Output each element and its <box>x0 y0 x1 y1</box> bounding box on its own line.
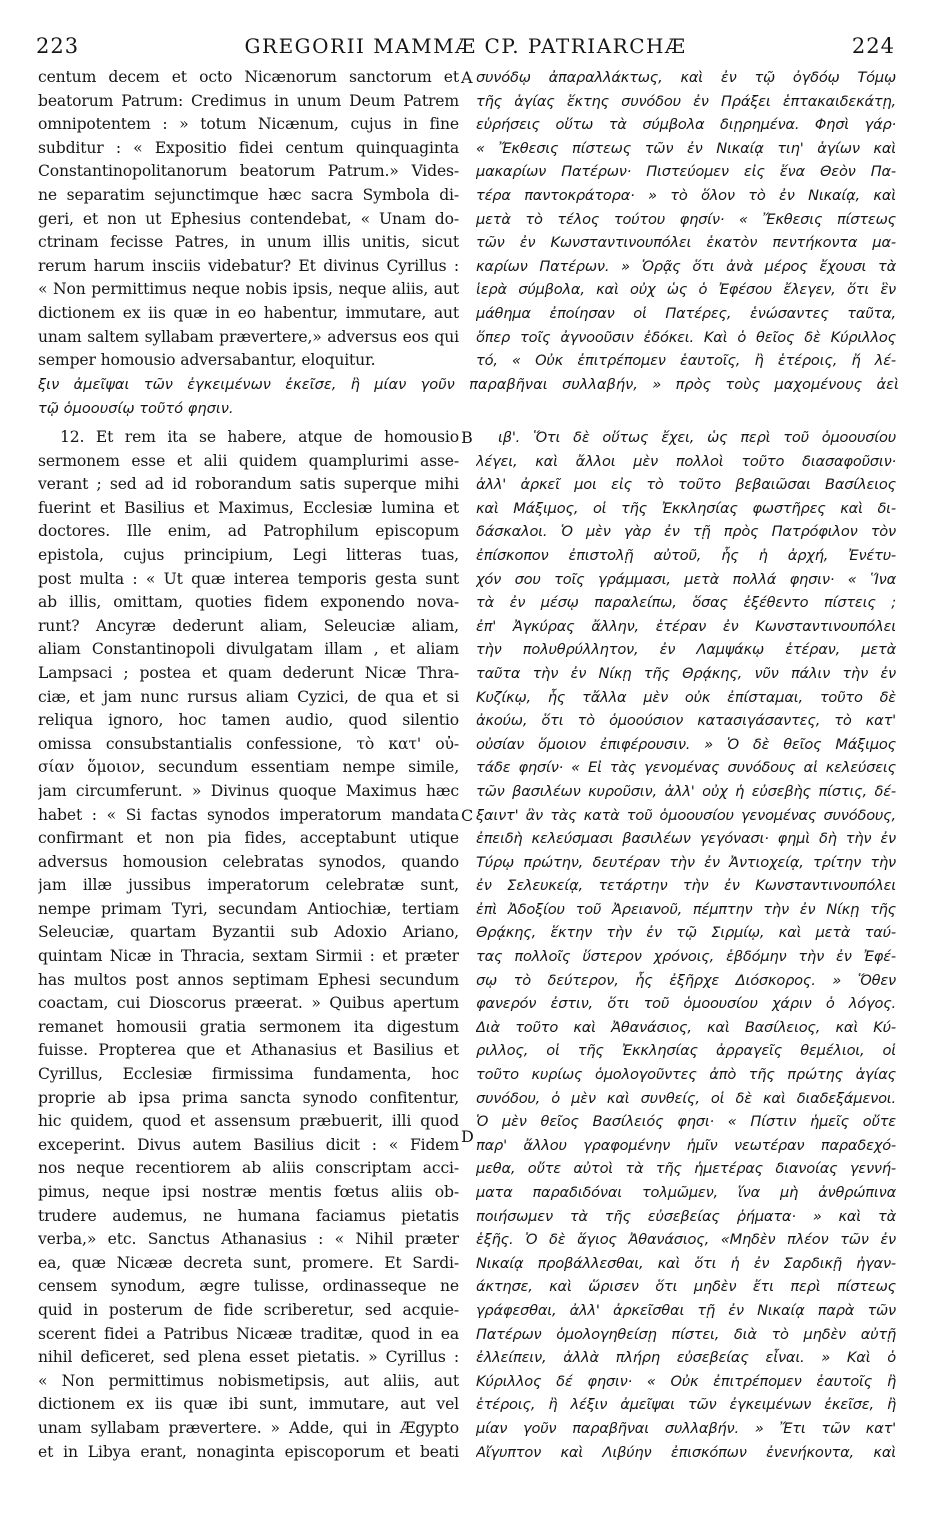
text-line: remanet homousii gratia sermonem ita digestum <box>38 1017 459 1036</box>
margin-marker-c: C <box>461 806 474 825</box>
text-line: scerent fidei a Patribus Nicææ traditæ, quod in ea <box>38 1324 459 1343</box>
text-line: τῷ ὁμοουσίῳ τοῦτό φησιν. <box>38 399 234 417</box>
text-line: trudere audemus, ne humana faciamus pietatis <box>38 1206 459 1225</box>
text-line: nos neque recentiorem ab aliis conscriptam acci- <box>38 1159 459 1178</box>
text-line: « Ἔκθεσις πίστεως τῶν ἐν Νικαίᾳ τιη' ἁγίων καὶ <box>476 139 896 157</box>
text-line: geri, et non ut Ephesius contendebat, « Unam do- <box>38 209 459 228</box>
text-line: καὶ Μάξιμος, οἱ τῆς Ἐκκλησίας φωστῆρες καὶ δι- <box>476 499 896 517</box>
text-line: ὅπερ τοῖς ἀγνοοῦσιν ἐδόκει. Καὶ ὁ θεῖος δὲ Κύριλλος <box>476 328 896 346</box>
text-line: ἱερὰ σύμβολα, καὶ οὐχ ὡς ὁ Ἐφέσου ἔλεγεν, ὅτι ἓν <box>476 281 896 299</box>
text-line: Θρᾴκης, ἕκτην τὴν ἐν τῷ Σιρμίῳ, καὶ μετὰ ταύ- <box>476 924 896 942</box>
text-line: reliqua ignoro, hoc tamen audio, quod silentio <box>38 711 459 730</box>
text-line: οὐσίαν ὅμοιον ἐπιφέρουσιν. » Ὁ δὲ θεῖος Μάξιμος <box>476 735 896 753</box>
text-line: ctrinam fecisse Patres, in unum illis unitis, sicut <box>38 233 459 252</box>
text-line: ne separatim sejunctimque hæc sacra Symbola di- <box>38 185 459 204</box>
text-line: Cyrillus, Ecclesiæ firmissima fundamenta, hoc <box>38 1065 459 1084</box>
text-line: exceperint. Divus autem Basilius dicit : « Fidem <box>38 1135 459 1154</box>
greek-column-block-2 <box>476 426 896 1464</box>
text-line: 12. Et rem ita se habere, atque de homousio <box>60 428 459 446</box>
text-line: fuisse. Propterea que et Athanasius et Basilius et <box>38 1041 459 1060</box>
text-line: subditur : « Expositio fidei centum quinquaginta <box>38 138 459 157</box>
text-line: τῶν βασιλέων κυροῦσιν, ἀλλ' οὐχ ἡ εὐσεβὴς πίστις, δέ- <box>476 782 896 800</box>
text-line: ciæ, et jam nunc rursus aliam Cyzici, de qua et si <box>38 687 459 706</box>
text-line: τό, « Οὐκ ἐπιτρέπομεν ἑαυτοῖς, ἢ ἑτέροις, ἤ λέ- <box>476 352 896 370</box>
text-line: τας πολλοῖς ὕστερον χρόνοις, ἑβδόμην τὴν ἐν Ἐφέ- <box>476 948 896 966</box>
text-line: nempe primam Tyri, secundam Antiochiæ, tertiam <box>38 899 459 918</box>
text-line: Κύριλλος δέ φησιν· « Οὐκ ἐπιτρέπομεν ἑαυτοῖς ἢ <box>476 1372 896 1390</box>
text-line: unam saltem syllabam prævertere,» adversus eos qui <box>38 327 459 346</box>
text-line: ἐλλείπειν, ἀλλὰ πλήρη εὐσεβείας εἶναι. » Καὶ ὁ <box>476 1349 896 1367</box>
text-line: post multa : « Ut quæ interea temporis gesta sunt <box>38 569 459 588</box>
text-line: μακαρίων Πατέρων· Πιστεύομεν εἰς ἕνα Θεὸν Πα- <box>476 163 896 181</box>
text-line: τὰ ἐν μέσῳ παραλείπω, ὅσας ἐξέθεντο πίστεις ; <box>476 594 896 612</box>
margin-marker-b: B <box>461 428 473 447</box>
text-line: quintam Nicæ in Thracia, sextam Sirmii : et præter <box>38 947 459 966</box>
text-line: ἐπὶ Ἀδοξίου τοῦ Ἀρειανοῦ, πέμπτην τὴν ἐν Νίκῃ τῆς <box>476 900 896 918</box>
text-line: Ὁ μὲν θεῖος Βασίλειός φησι· « Πίστιν ἡμεῖς οὔτε <box>476 1113 896 1131</box>
text-line: ξιν ἀμεῖψαι τῶν ἐγκειμένων ἐκεῖσε, ἢ μίαν γοῦν παραβῆναι συλλαβήν, » πρὸς τοὺς μαχομένους ἀεὶ <box>38 376 899 393</box>
text-line: ριλλος, οἱ τῆς Ἐκκλησίας ἀρραγεῖς θεμέλιοι, οἱ <box>476 1042 896 1060</box>
text-line: beatorum Patrum: Credimus in unum Deum Patrem <box>38 91 459 110</box>
text-line: habet : « Si factas synodos imperatorum mandata <box>38 805 459 824</box>
text-line: ταῦτα τὴν ἐν Νίκῃ τῆς Θρᾴκης, νῦν πάλιν τὴν ἐν <box>476 664 896 682</box>
text-line: ξαιντ' ἂν τὰς κατὰ τοῦ ὁμοουσίου γενομένας συνόδους, <box>476 806 896 824</box>
greek-full-width-continuation <box>38 373 899 420</box>
text-line: τῶν ἐν Κωνσταντινουπόλει ἑκατὸν πεντήκοντα μα- <box>476 234 896 252</box>
text-line: quid in posterum de fide scriberetur, sed acquie- <box>38 1300 459 1319</box>
text-line: dictionem ex iis quæ ibi sunt, immutare, aut vel <box>38 1395 459 1414</box>
text-line: runt? Ancyræ dederunt aliam, Seleuciæ aliam, <box>38 616 459 635</box>
text-line: epistola, cujus principium, Legi litteras tuas, <box>38 545 459 564</box>
text-line: confirmant et non pia fides, acceptabunt utique <box>38 829 459 848</box>
text-line: ea, quæ Nicææ decreta sunt, promere. Et Sardi- <box>38 1253 459 1272</box>
text-line: verba,» etc. Sanctus Athanasius : « Nihil præter <box>38 1230 459 1249</box>
text-line: aliam Constantinopoli divulgatam illam , et aliam <box>38 640 459 659</box>
text-line: hic quidem, quod et assensum præbuerit, illi quod <box>38 1112 459 1131</box>
text-line: fuerint et Basilius et Maximus, Ecclesiæ lumina et <box>38 498 459 517</box>
text-line: et in Libya erant, nonaginta episcoporum et beati <box>38 1442 459 1461</box>
text-line: εὑρήσεις οὕτω τὰ σύμβολα διῃρημένα. Φησὶ γάρ· <box>476 116 896 134</box>
text-line: παρ' ἄλλου γραφομένην ἡμῖν νεωτέραν παραδεχό- <box>476 1136 896 1154</box>
text-line: « Non permittimus neque nobis ipsis, neque aliis, aut <box>38 280 459 299</box>
text-line: ἐπίσκοπον ἐπιστολῇ αὐτοῦ, ἧς ἡ ἀρχή, Ἐνέτυ- <box>476 546 896 564</box>
text-line: jam illæ jussibus imperatorum celebratæ sunt, <box>38 876 459 895</box>
text-line: semper homousio adversabantur, eloquitur. <box>38 351 376 370</box>
text-line: σῳ τὸ δεύτερον, ἧς ἐξῆρχε Διόσκορος. » Ὅθεν <box>476 971 896 989</box>
text-line: « Non permittimus nobismetipsis, aut aliis, aut <box>38 1371 459 1390</box>
text-line: jam circumferunt. » Divinus quoque Maximus hæc <box>38 781 459 800</box>
greek-column-block-1 <box>476 66 896 373</box>
text-line: rerum harum insciis videbatur? Et divinus Cyrillus : <box>38 256 459 275</box>
text-line: pimus, neque ipsi nostræ mentis fœtus aliis ob- <box>38 1183 459 1201</box>
text-line: χόν σου τοῖς γράμμασι, μετὰ πολλά φησιν· « Ἵνα <box>476 570 896 588</box>
text-line: Διὰ τοῦτο καὶ Ἀθανάσιος, καὶ Βασίλειος, καὶ Κύ- <box>476 1018 896 1036</box>
margin-marker-d: D <box>461 1127 474 1146</box>
margin-marker-a: A <box>461 68 473 87</box>
text-line: has multos post annos septimam Ephesi secundum <box>38 970 459 989</box>
right-page-number: 224 <box>851 34 895 58</box>
text-line: verant ; sed ad id roborandum satis superque mihi <box>38 475 459 494</box>
text-line: doctores. Ille enim, ad Patrophilum episcopum <box>38 522 459 541</box>
text-line: μεθα, οὔτε αὐτοὶ τὰ τῆς ἡμετέρας διανοίας γεννή- <box>476 1160 896 1178</box>
text-line: ματα παραδιδόναι τολμῶμεν, ἵνα μὴ ἀνθρώπινα <box>476 1184 896 1201</box>
text-line: τὴν πολυθρύλλητον, ἐν Λαμψάκῳ ἑτέραν, μετὰ <box>476 641 896 659</box>
text-line: ποιήσωμεν τὰ τῆς εὐσεβείας ῥήματα· » καὶ τὰ <box>476 1207 896 1225</box>
text-line: sermonem esse et alii quidem quamplurimi asse- <box>38 451 459 470</box>
text-line: Τύρῳ πρώτην, δευτέραν τὴν ἐν Ἀντιοχείᾳ, τρίτην τὴν <box>476 853 896 871</box>
text-line: τοῦτο κυρίως ὁμολογοῦντες ἀπὸ τῆς πρώτης ἁγίας <box>476 1066 896 1084</box>
text-line: nihil deficeret, sed plena esset pietatis. » Cyrillus : <box>38 1348 459 1367</box>
text-line: dictionem ex iis quæ in eo habentur, immutare, aut <box>38 303 459 322</box>
text-line: λέγει, καὶ ἄλλοι μὲν πολλοὶ τοῦτο διασαφοῦσιν· <box>476 452 896 470</box>
text-line: άκτησε, καὶ ὥρισεν ὅτι μηδὲν ἔτι περὶ πίστεως <box>476 1278 896 1296</box>
running-title: GREGORII MAMMÆ CP. PATRIARCHÆ <box>244 34 687 58</box>
text-line: ἑξῆς. Ὁ δὲ ἅγιος Ἀθανάσιος, «Μηδὲν πλέον τῶν ἐν <box>476 1231 896 1249</box>
text-line: coactam, cui Dioscorus præerat. » Quibus apertum <box>38 994 459 1013</box>
text-line: συνόδῳ ἀπαραλλάκτως, καὶ ἐν τῷ ὀγδόῳ Τόμῳ <box>476 69 896 86</box>
text-line: τέρα παντοκράτορα· » τὸ ὅλον τὸ ἐν Νικαίᾳ, καὶ <box>476 186 896 204</box>
text-line: φανερόν ἐστιν, ὅτι τοῦ ὁμοουσίου χάριν ὁ λόγος. <box>476 995 896 1013</box>
text-line: ἀκούω, ὅτι τὸ ὁμοούσιον κατασιγάσαντες, τὸ κατ' <box>476 712 896 730</box>
latin-column-block-2 <box>38 426 459 1464</box>
text-line: Seleuciæ, quartam Byzantii sub Adoxio Ariano, <box>38 923 459 942</box>
text-line: σίαν ὅμοιον, secundum essentiam nempe simile, <box>38 758 459 777</box>
text-line: Νικαίᾳ προβάλλεσθαι, καὶ ὅτι ἡ ἐν Σαρδικῇ ἠγαν- <box>476 1254 896 1272</box>
text-line: καρίων Πατέρων. » Ὁρᾷς ὅτι ἀνὰ μέρος ἔχουσι τὰ <box>476 257 896 275</box>
text-line: συνόδου, ὁ μὲν καὶ συνθείς, οἱ δὲ καὶ διαδεξάμενοι. <box>476 1089 896 1107</box>
text-line: ἐπ' Ἀγκύρας ἄλλην, ἑτέραν ἐν Κωνσταντινουπόλει <box>476 617 896 635</box>
text-line: omnipotentem : » totum Nicænum, cujus in fine <box>38 115 459 134</box>
text-line: Κυζίκῳ, ἧς τἄλλα μὲν οὐκ ἐπίσταμαι, τοῦτο δὲ <box>476 688 896 706</box>
text-line: unam syllabam prævertere. » Adde, qui in Ægypto <box>38 1418 459 1437</box>
text-line: ἑτέροις, ἢ λέξιν ἀμεῖψαι τῶν ἐγκειμένων ἐκεῖσε, ἢ <box>476 1396 896 1414</box>
text-line: Αἴγυπτον καὶ Λιβύην ἐπισκόπων ἐνενήκοντα, καὶ <box>476 1443 896 1461</box>
text-line: ιβ'. Ὅτι δὲ οὕτως ἔχει, ὡς περὶ τοῦ ὁμοουσίου <box>498 429 896 446</box>
text-line: γράφεσθαι, ἀλλ' ἀρκεῖσθαι τῇ ἐν Νικαίᾳ παρὰ τῶν <box>476 1301 896 1319</box>
text-line: adversus homousion celebratas synodos, quando <box>38 852 459 871</box>
text-line: ἀλλ' ἀρκεῖ μοι εἰς τὸ τοῦτο βεβαιῶσαι Βασίλειος <box>476 476 896 494</box>
left-page-number: 223 <box>36 34 80 58</box>
latin-column-block-1 <box>38 66 459 373</box>
text-line: proprie ab ipsa prima sancta synodo confitentur, <box>38 1088 459 1107</box>
text-line: μάθημα ἐποίησαν οἱ Πατέρες, ἑνώσαντες ταῦτα, <box>476 304 896 322</box>
text-line: τάδε φησίν· « Εἰ τὰς γενομένας συνόδους αἱ κελεύσεις <box>476 759 896 777</box>
text-line: ab illis, omittam, quoties fidem exponendo nova- <box>38 593 459 612</box>
text-line: centum decem et octo Nicænorum sanctorum et <box>38 68 459 86</box>
text-line: censem synodum, ægre tulisse, ordinasseque ne <box>38 1277 459 1296</box>
text-line: ἐν Σελευκείᾳ, τετάρτην τὴν ἐν Κωνσταντινουπόλει <box>476 877 896 895</box>
text-line: ἐπειδὴ κελεύσμασι βασιλέων γεγόνασι· φημὶ δὴ τὴν ἐν <box>476 830 896 848</box>
text-line: μετὰ τὸ τέλος τούτου φησίν· « Ἔκθεσις πίστεως <box>476 210 896 228</box>
text-line: Πατέρων ὁμολογηθείσῃ πίστει, διὰ τὸ μηδὲν αὐτῇ <box>476 1325 896 1343</box>
text-line: omissa consubstantialis confessione, τὸ κατ' οὐ- <box>38 734 459 753</box>
page-header <box>0 34 931 66</box>
text-line: τῆς ἁγίας ἕκτης συνόδου ἐν Πράξει ἑπτακαιδεκάτῃ, <box>476 92 896 110</box>
text-line: δάσκαλοι. Ὁ μὲν γὰρ ἐν τῇ πρὸς Πατρόφιλον τὸν <box>476 523 896 541</box>
text-line: Constantinopolitanorum beatorum Patrum.» Vides- <box>38 162 459 181</box>
text-line: Lampsaci ; postea et quam dederunt Nicæ Thra- <box>38 663 459 682</box>
text-line: μίαν γοῦν παραβῆναι συλλαβήν. » Ἔτι τῶν κατ' <box>476 1419 896 1437</box>
